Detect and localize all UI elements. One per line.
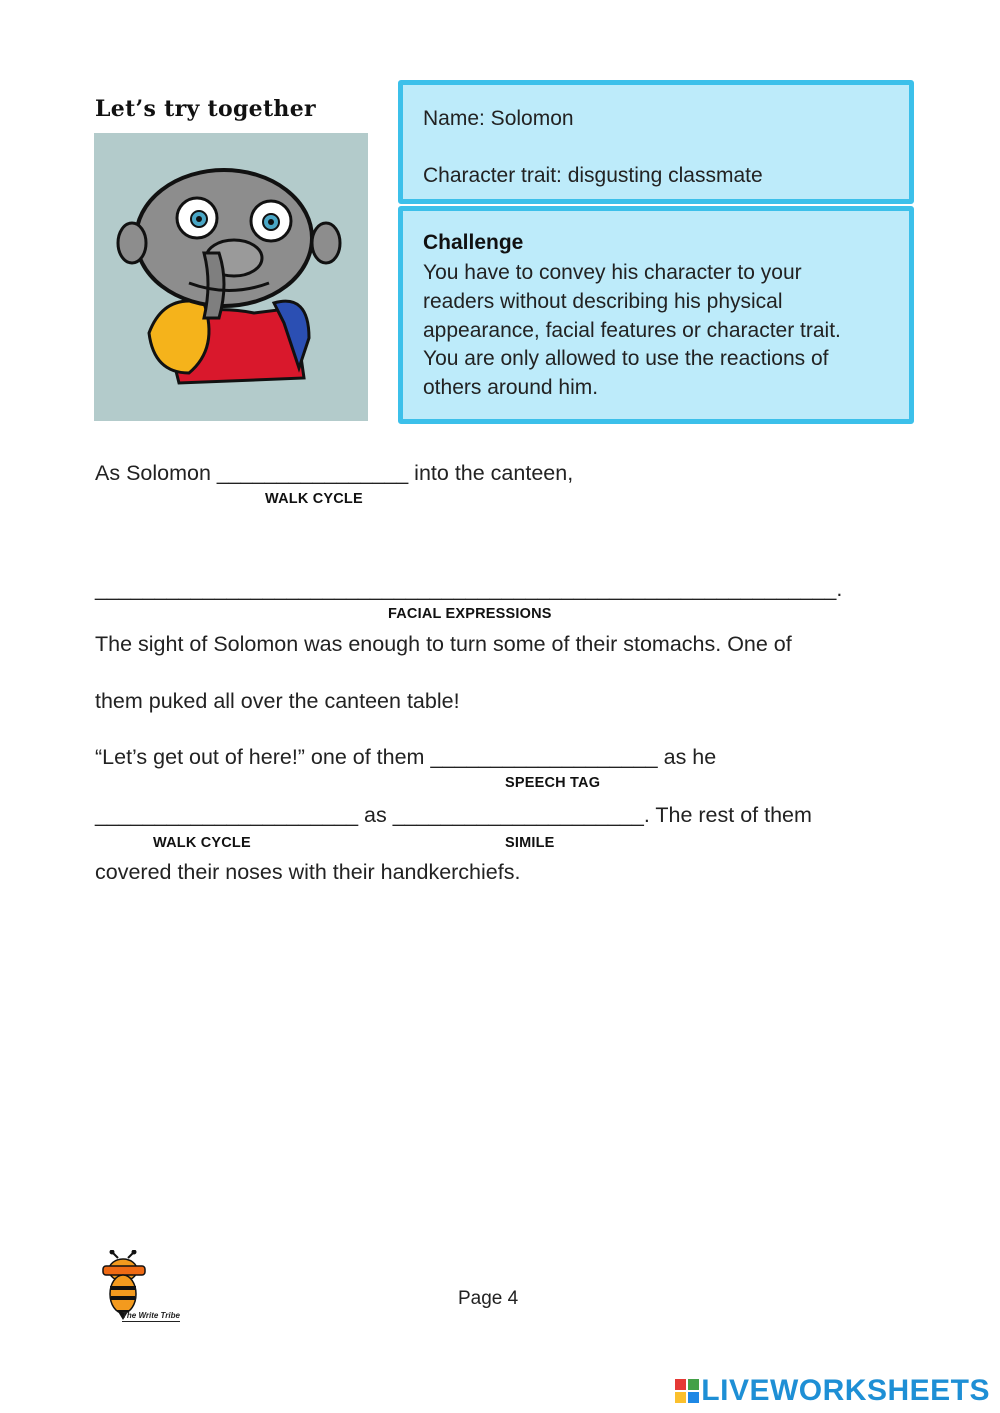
fill-blank-walk-simile[interactable]: ______________________ as _____________________. The rest of them (95, 803, 812, 827)
challenge-body (423, 259, 903, 403)
challenge-line: others around him. (423, 376, 599, 400)
character-name: Name: Solomon (423, 107, 574, 130)
tag-walk-cycle-1: WALK CYCLE (265, 491, 363, 507)
tag-walk-cycle-2: WALK CYCLE (153, 835, 251, 851)
story-line: The sight of Solomon was enough to turn some of their stomachs. One of (95, 632, 792, 656)
fill-blank-facial[interactable]: ______________________________________________________________. (95, 577, 843, 601)
logo-text: The Write Tribe (122, 1311, 180, 1320)
challenge-title: Challenge (423, 231, 524, 254)
fill-blank-speech[interactable]: “Let’s get out of here!” one of them ___________________ as he (95, 745, 717, 769)
brand-text: LIVEWORKSHEETS (701, 1374, 990, 1407)
character-illustration (94, 133, 368, 421)
tag-speech-tag: SPEECH TAG (505, 775, 601, 791)
liveworksheets-brand[interactable] (675, 1374, 990, 1408)
story-line: covered their noses with their handkerchiefs. (95, 860, 521, 884)
character-trait: Character trait: disgusting classmate (423, 164, 763, 187)
challenge-line: You are only allowed to use the reactions of (423, 347, 829, 371)
tag-simile: SIMILE (505, 835, 555, 851)
challenge-line: appearance, facial features or character trait. (423, 318, 841, 342)
page-number: Page 4 (458, 1288, 519, 1309)
challenge-box (398, 206, 914, 424)
tag-facial-expressions: FACIAL EXPRESSIONS (388, 606, 552, 622)
challenge-line: You have to convey his character to your (423, 261, 802, 284)
challenge-line: readers without describing his physical (423, 289, 783, 313)
liveworksheets-icon (675, 1379, 699, 1403)
story-line: them puked all over the canteen table! (95, 689, 460, 713)
character-info-box (398, 80, 914, 204)
page-heading: Let’s try together (95, 96, 316, 122)
fill-blank-walk-1[interactable]: As Solomon ________________ into the canteen, (95, 461, 574, 485)
